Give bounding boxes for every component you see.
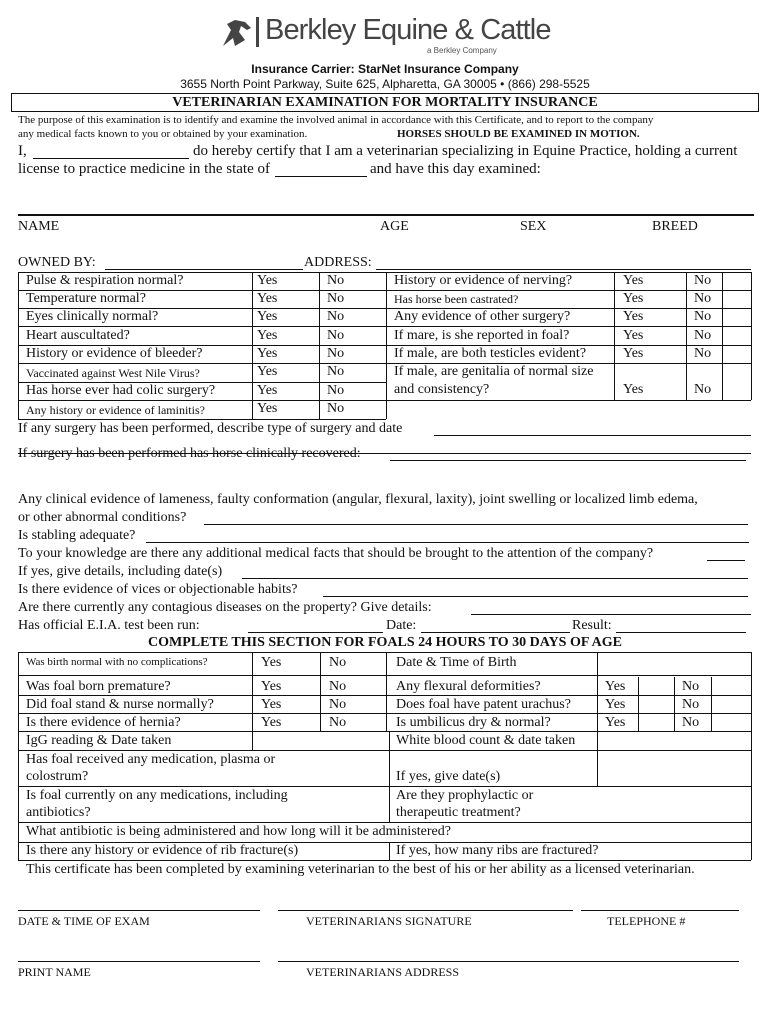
yes-option[interactable]: Yes (623, 382, 644, 397)
col-breed: BREED (652, 219, 698, 234)
col-sex: SEX (520, 219, 547, 234)
details-field[interactable] (242, 578, 748, 579)
meds-q1: Has foal received any medication, plasma or (26, 752, 276, 767)
no-option[interactable]: No (327, 401, 345, 416)
q-testicles: If male, are both testicles evident? (394, 346, 587, 361)
no-option[interactable]: No (327, 364, 345, 379)
id-divider (18, 214, 754, 216)
no-option[interactable]: No (682, 715, 700, 730)
certify-line2a: license to practice medicine in the state of (18, 161, 270, 177)
q-laminitis: Any history or evidence of laminitis? (26, 403, 205, 417)
no-option[interactable]: No (694, 328, 712, 343)
vet-signature-field[interactable] (278, 910, 573, 911)
address-label: ADDRESS: (304, 255, 372, 270)
q-heart: Heart auscultated? (26, 328, 130, 343)
ribs-count-label: If yes, how many ribs are fractured? (396, 843, 599, 858)
date-time-birth-label: Date & Time of Birth (396, 655, 517, 670)
no-option[interactable]: No (694, 309, 712, 324)
birth-normal-label: Was birth normal with no complications? (26, 656, 208, 668)
eia-date-label: Date: (386, 618, 417, 633)
q-stand-nurse: Did foal stand & nurse normally? (26, 697, 214, 712)
yes-option[interactable]: Yes (261, 697, 282, 712)
no-option[interactable]: No (694, 291, 712, 306)
lameness-line2: or other abnormal conditions? (18, 510, 187, 525)
q-hernia: Is there evidence of hernia? (26, 715, 181, 730)
yes-option[interactable]: Yes (261, 655, 282, 670)
q-genitalia-2: and consistency? (394, 382, 490, 397)
vices-field[interactable] (323, 596, 748, 597)
yes-option[interactable]: Yes (623, 273, 644, 288)
contagious-field[interactable] (471, 614, 751, 615)
eia-label: Has official E.I.A. test been run: (18, 618, 200, 633)
no-option[interactable]: No (329, 697, 347, 712)
certificate-statement: This certificate has been completed by examining veterinarian to the best of his or her ability as a licensed veterinarian. (26, 862, 695, 877)
yes-option[interactable]: Yes (257, 364, 278, 379)
no-option[interactable]: No (327, 383, 345, 398)
carrier-name: Insurance Carrier: StarNet Insurance Company (251, 62, 519, 76)
lameness-field[interactable] (204, 524, 748, 525)
yes-option[interactable]: Yes (257, 328, 278, 343)
additional-field[interactable] (707, 560, 745, 561)
stabling-field[interactable] (146, 542, 749, 543)
owned-by-field[interactable] (105, 269, 303, 270)
telephone-field[interactable] (581, 910, 739, 911)
yes-option[interactable]: Yes (261, 715, 282, 730)
q-castrated: Has horse been castrated? (394, 292, 519, 306)
eia-result-field[interactable] (616, 632, 746, 633)
yes-option[interactable]: Yes (623, 291, 644, 306)
print-name-field[interactable] (18, 961, 260, 962)
foals-heading: COMPLETE THIS SECTION FOR FOALS 24 HOURS TO 30 DAYS OF AGE (148, 635, 622, 650)
additional-label: To your knowledge are there any additional medical facts that should be brought to the attention of the company? (18, 546, 654, 561)
q-premature: Was foal born premature? (26, 679, 171, 694)
yes-option[interactable]: Yes (623, 328, 644, 343)
certify-line2b: and have this day examined: (370, 161, 541, 177)
surgery-describe-field[interactable] (434, 435, 751, 436)
rib-label: Is there any history or evidence of rib fracture(s) (26, 843, 299, 858)
yes-option[interactable]: Yes (605, 697, 626, 712)
yes-option[interactable]: Yes (257, 291, 278, 306)
yes-option[interactable]: Yes (261, 679, 282, 694)
igg-label: IgG reading & Date taken (26, 733, 172, 748)
q-bleeder: History or evidence of bleeder? (26, 346, 203, 361)
antibiotic-label: What antibiotic is being administered and how long will it be administered? (26, 824, 451, 839)
q-nerving: History or evidence of nerving? (394, 273, 573, 288)
details-label: If yes, give details, including date(s) (18, 564, 223, 579)
q-genitalia: If male, are genitalia of normal size (394, 364, 594, 379)
vet-name-field[interactable] (33, 158, 189, 159)
recovered-label: If surgery has been performed has horse clinically recovered: (18, 446, 361, 461)
wbc-label: White blood count & date taken (396, 733, 576, 748)
col-age: AGE (380, 219, 409, 234)
q-temperature: Temperature normal? (26, 291, 146, 306)
yes-option[interactable]: Yes (257, 401, 278, 416)
prophy-1: Are they prophylactic or (396, 788, 534, 803)
logo-brand: Berkley Equine & Cattle (265, 14, 551, 46)
eia-field[interactable] (248, 632, 383, 633)
yes-option[interactable]: Yes (257, 309, 278, 324)
carrier-address: 3655 North Point Parkway, Suite 625, Alpharetta, GA 30005 • (866) 298-5525 (180, 77, 590, 91)
telephone-label: TELEPHONE # (607, 914, 686, 928)
owned-by-label: OWNED BY: (18, 255, 96, 270)
certify-line1: do hereby certify that I am a veterinarian specializing in Equine Practice, holding a current (193, 143, 738, 159)
yes-option[interactable]: Yes (605, 679, 626, 694)
no-option[interactable]: No (329, 679, 347, 694)
state-field[interactable] (275, 176, 367, 177)
prophy-2: therapeutic treatment? (396, 805, 521, 820)
address-field[interactable] (376, 269, 751, 270)
no-option[interactable]: No (327, 328, 345, 343)
no-option[interactable]: No (694, 346, 712, 361)
yes-option[interactable]: Yes (257, 346, 278, 361)
title-box (11, 93, 759, 112)
no-option[interactable]: No (329, 715, 347, 730)
surgery-describe-label: If any surgery has been performed, describe type of surgery and date (18, 421, 403, 436)
q-in-foal: If mare, is she reported in foal? (394, 328, 570, 343)
purpose-line1: The purpose of this examination is to identify and examine the involved animal in accordance with this Certificate, and to report to the company (18, 114, 654, 126)
eia-result-label: Result: (572, 618, 612, 633)
no-option[interactable]: No (329, 655, 347, 670)
vet-signature-label: VETERINARIANS SIGNATURE (306, 914, 472, 928)
certify-i: I, (18, 143, 27, 159)
motion-note: HORSES SHOULD BE EXAMINED IN MOTION. (397, 128, 640, 140)
date-time-label: DATE & TIME OF EXAM (18, 914, 150, 928)
vices-label: Is there evidence of vices or objectionable habits? (18, 582, 298, 597)
logo-divider (256, 17, 259, 47)
lameness-line1: Any clinical evidence of lameness, faulty conformation (angular, flexural, laxity), joint swelling or localized limb edema, (18, 492, 698, 507)
contagious-label: Are there currently any contagious diseases on the property? Give details: (18, 600, 432, 615)
q-pulse: Pulse & respiration normal? (26, 273, 184, 288)
yes-option[interactable]: Yes (605, 715, 626, 730)
purpose-line2: any medical facts known to you or obtained by your examination. (18, 128, 308, 140)
q-west-nile: Vaccinated against West Nile Virus? (26, 366, 200, 380)
q-urachus: Does foal have patent urachus? (396, 697, 571, 712)
horse-logo-icon (221, 18, 253, 48)
meds-q2: colostrum? (26, 769, 89, 784)
no-option[interactable]: No (327, 291, 345, 306)
q-eyes: Eyes clinically normal? (26, 309, 159, 324)
page-title: VETERINARIAN EXAMINATION FOR MORTALITY INSURANCE (172, 95, 598, 110)
col-name: NAME (18, 219, 60, 234)
curr-q1: Is foal currently on any medications, including (26, 788, 288, 803)
no-option[interactable]: No (682, 697, 700, 712)
no-option[interactable]: No (694, 382, 712, 397)
q-flexural: Any flexural deformities? (396, 679, 541, 694)
recovered-field[interactable] (390, 460, 746, 461)
vet-address-field[interactable] (278, 961, 739, 962)
yes-option[interactable]: Yes (623, 309, 644, 324)
yes-option[interactable]: Yes (257, 383, 278, 398)
no-option[interactable]: No (682, 679, 700, 694)
stabling-label: Is stabling adequate? (18, 528, 136, 543)
curr-q2: antibiotics? (26, 805, 91, 820)
print-name-label: PRINT NAME (18, 965, 91, 979)
eia-date-field[interactable] (421, 632, 570, 633)
date-time-field[interactable] (18, 910, 260, 911)
meds-dates-label: If yes, give date(s) (396, 769, 501, 784)
vet-address-label: VETERINARIANS ADDRESS (306, 965, 460, 979)
logo-tagline: a Berkley Company (427, 46, 497, 55)
no-option[interactable]: No (327, 273, 345, 288)
q-other-surgery: Any evidence of other surgery? (394, 309, 571, 324)
no-option[interactable]: No (327, 309, 345, 324)
no-option[interactable]: No (694, 273, 712, 288)
q-umbilicus: Is umbilicus dry & normal? (396, 715, 551, 730)
yes-option[interactable]: Yes (257, 273, 278, 288)
q-colic: Has horse ever had colic surgery? (26, 383, 216, 398)
yes-option[interactable]: Yes (623, 346, 644, 361)
no-option[interactable]: No (327, 346, 345, 361)
